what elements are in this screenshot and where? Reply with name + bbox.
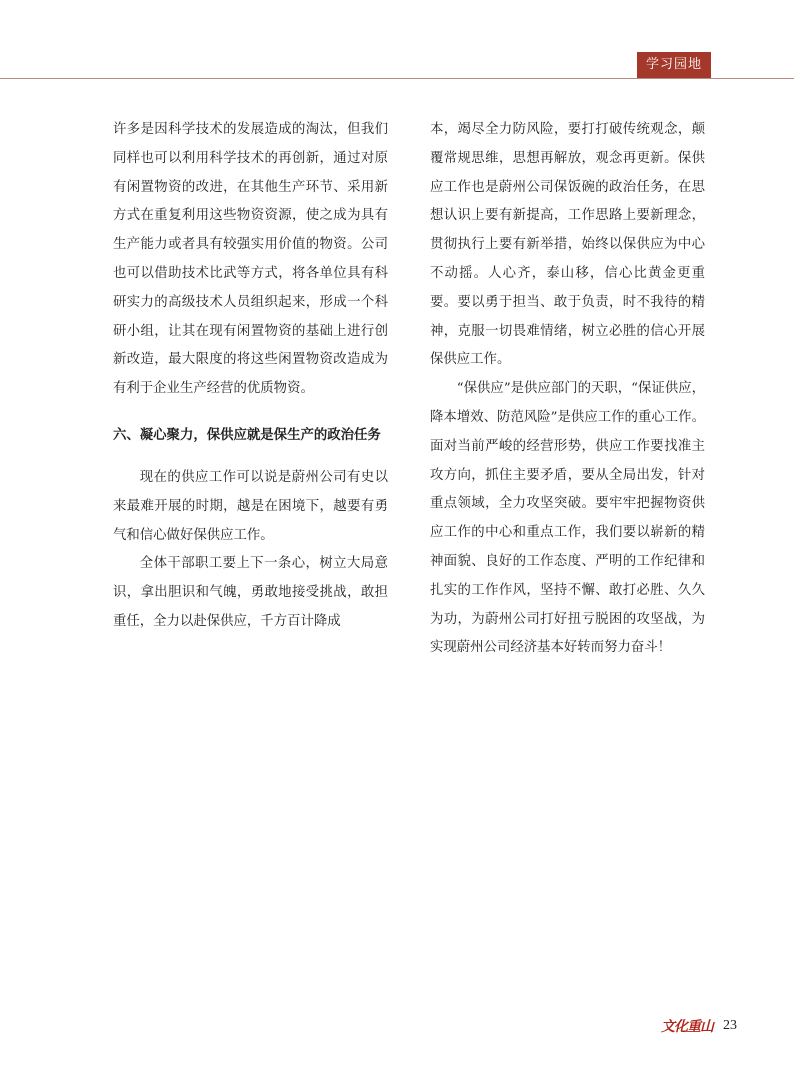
right-column [430,116,705,663]
right-paragraph: “保供应”是供应部门的天职，“保证供应，降本增效、防范风险”是供应工作的重心工作。面对当前严峻的经营形势，供应工作要找准主攻方向，抓住主要矛盾，要从全局出发，针对重点领域，全力攻坚突破。要牢牢把握物资供应工作的中心和重点工作，我们要以崭新的精神面貌、良好的工作态度、严明的工作纪律和扎实的工作作风，坚持不懈、敢打必胜、久久为功，为蔚州公司打好扭亏脱困的攻坚战，为实现蔚州公司经济基本好转而努力奋斗！ [430,381,705,656]
left-paragraph-continued: 许多是因科学技术的发展造成的淘汰，但我们同样也可以利用科学技术的再创新，通过对原有闲置物资的改进，在其他生产环节、采用新方式在重复利用这些物资资源，使之成为具有生产能力或者具有较强实用价值的物资。公司也可以借助技术比武等方式，将各单位具有科研实力的高级技术人员组织起来，形成一个科研小组，让其在现有闲置物资的基础上进行创新改造，最大限度的将这些闲置物资改造成为有利于企业生产经营的优质物资。 [113,122,388,397]
section-heading: 六、凝心聚力，保供应就是保生产的政治任务 [113,427,381,443]
left-column [113,116,388,637]
left-paragraph: 现在的供应工作可以说是蔚州公司有史以来最难开展的时期，越是在困境下，越要有勇气和信心做好保供应工作。 [113,469,388,543]
left-paragraph: 全体干部职工要上下一条心，树立大局意识，拿出胆识和气魄，勇敢地接受挑战，敢担重任，全力以赴保供应，千方百计降成 [113,556,388,629]
magazine-logo: 文化重山 [661,1019,713,1035]
section-tag: 学习园地 [637,52,711,78]
page-number: 23 [723,1018,737,1033]
page-footer [661,1016,737,1036]
header-rule [0,78,794,79]
right-paragraph-continued: 本，竭尽全力防风险，要打打破传统观念，颠覆常规思维，思想再解放，观念再更新。保供应工作也是蔚州公司保饭碗的政治任务，在思想认识上要有新提高，工作思路上要新理念，贯彻执行上要有新举措，始终以保供应为中心不动摇。人心齐，泰山移，信心比黄金更重要。要以勇于担当、敢于负责，时不我待的精神，克服一切畏难情绪，树立必胜的信心开展保供应工作。 [430,122,705,368]
